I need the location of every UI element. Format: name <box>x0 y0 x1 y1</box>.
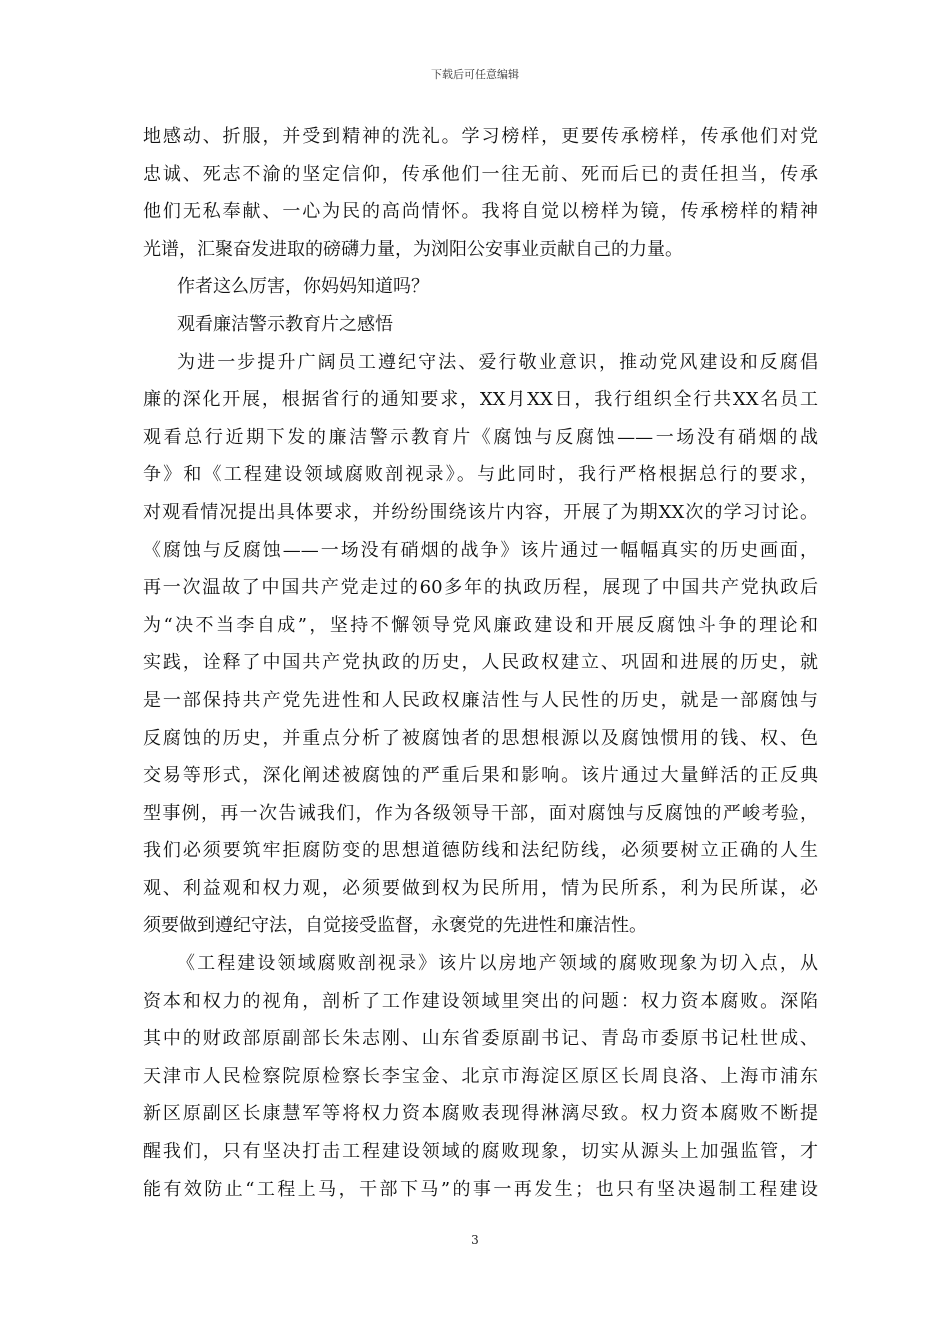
text-line: 为进一步提升广阔员工遵纪守法、爱行敬业意识，推动党风建设和反腐倡 <box>177 351 818 373</box>
text-line: 《工程建设领域腐败剖视录》该片以房地产领域的腐败现象为切入点，从 <box>177 953 818 975</box>
section-title: 观看廉洁警示教育片之感悟 <box>177 313 393 335</box>
text-line: 天津市人民检察院原检察长李宝金、北京市海淀区原区长周良洛、上海市浦东 <box>143 1065 818 1087</box>
text-line: 地感动、折服，并受到精神的洗礼。学习榜样，更要传承榜样，传承他们对党 <box>143 126 818 147</box>
text-line: 须要做到遵纪守法，自觉接受监督，永褒党的先进性和廉洁性。 <box>143 915 647 937</box>
text-line: 实践，诠释了中国共产党执政的历史，人民政权建立、巩固和进展的历史，就 <box>143 652 818 674</box>
text-line: 能有效防止“工程上马，干部下马”的事一再发生；也只有坚决遏制工程建设 <box>143 1178 818 1200</box>
text-line: 对观看情况提出具体要求，并纷纷围绕该片内容，开展了为期XX次的学习讨论。 <box>143 501 818 523</box>
text-line: 光谱，汇聚奋发进取的磅礴力量，为浏阳公安事业贡献自己的力量。 <box>143 238 683 260</box>
page-header: 下载后可任意编辑 <box>431 68 519 81</box>
text-line: 忠诚、死志不渝的坚定信仰，传承他们一往无前、死而后已的责任担当，传承 <box>143 163 818 185</box>
text-line: 我们必须要筑牢拒腐防变的思想道德防线和法纪防线，必须要树立正确的人生 <box>143 840 818 862</box>
text-line: 资本和权力的视角，剖析了工作建设领域里突出的问题：权力资本腐败。深陷 <box>143 990 818 1012</box>
text-line: 他们无私奉献、一心为民的高尚情怀。我将自觉以榜样为镜，传承榜样的精神 <box>143 201 818 223</box>
text-line: 其中的财政部原副部长朱志刚、山东省委原副书记、青岛市委原书记杜世成、 <box>143 1028 818 1050</box>
text-line: 廉的深化开展，根据省行的通知要求，XX月XX日，我行组织全行共XX名员工 <box>143 389 818 411</box>
text-line: 型事例，再一次告诫我们，作为各级领导干部，面对腐蚀与反腐蚀的严峻考验， <box>143 802 818 824</box>
text-line: 《腐蚀与反腐蚀——一场没有硝烟的战争》该片通过一幅幅真实的历史画面， <box>143 539 818 561</box>
text-line: 醒我们，只有坚决打击工程建设领域的腐败现象，切实从源头上加强监管，才 <box>143 1141 818 1163</box>
text-line: 观、利益观和权力观，必须要做到权为民所用，情为民所系，利为民所谋，必 <box>143 877 818 899</box>
text-line: 反腐蚀的历史，并重点分析了被腐蚀者的思想根源以及腐蚀惯用的钱、权、色 <box>143 727 818 749</box>
document-body <box>143 118 818 1208</box>
text-line: 是一部保持共产党先进性和人民政权廉洁性与人民性的历史，就是一部腐蚀与 <box>143 689 818 711</box>
text-line: 为“决不当李自成”，坚持不懈领导党风廉政建设和开展反腐蚀斗争的理论和 <box>143 614 818 636</box>
text-line: 观看总行近期下发的廉洁警示教育片《腐蚀与反腐蚀——一场没有硝烟的战 <box>143 426 818 448</box>
text-line: 作者这么厉害，你妈妈知道吗？ <box>177 276 429 298</box>
text-line: 交易等形式，深化阐述被腐蚀的严重后果和影响。该片通过大量鲜活的正反典 <box>143 765 818 787</box>
text-line: 争》和《工程建设领域腐败剖视录》。与此同时，我行严格根据总行的要求， <box>143 464 818 486</box>
text-line: 新区原副区长康慧军等将权力资本腐败表现得淋漓尽致。权力资本腐败不断提 <box>143 1103 818 1125</box>
page-number: 3 <box>471 1233 479 1247</box>
text-line: 再一次温故了中国共产党走过的60多年的执政历程，展现了中国共产党执政后 <box>143 577 818 599</box>
